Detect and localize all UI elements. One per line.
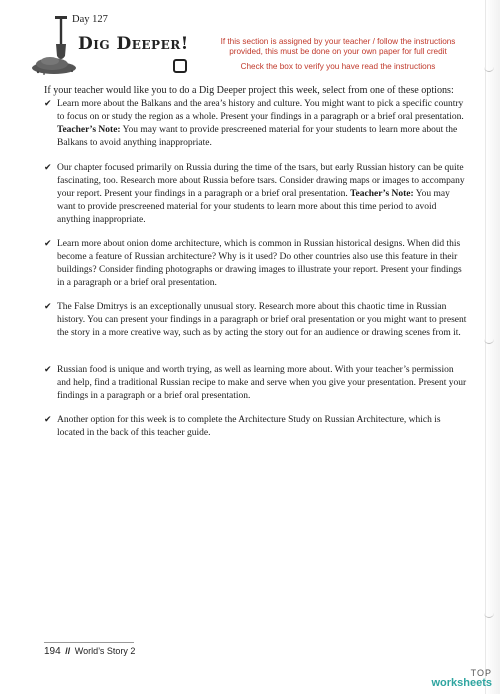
checkmark-icon: ✔: [44, 365, 52, 375]
checkmark-icon: ✔: [44, 163, 52, 173]
option-text: Russian food is unique and worth trying, as well as learning more about. With your teacher’s permission and help, find a traditional Russian recipe to make and serve when you give your presentation. Present your findings in a paragraph or a brief oral presentation.: [57, 365, 467, 401]
teachers-note-label: Teacher’s Note:: [350, 189, 414, 199]
verify-label: Check the box to verify you have read the instructions: [240, 62, 436, 71]
page-number: 194: [44, 646, 61, 657]
edge-mark: [484, 612, 494, 618]
watermark-logo: [431, 668, 492, 688]
footer-separator: //: [65, 646, 71, 656]
instruction-text: If this section is assigned by your teacher / follow the instructions provided, this must be done on your own paper for full credit: [220, 37, 456, 56]
day-label: Day 127: [72, 14, 108, 25]
shovel-in-dirt-icon: [30, 16, 80, 78]
option-text: The False Dmitrys is an exceptionally unusual story. Research more about this chaotic time in Russian history. You can present your findings in a paragraph or brief oral presentation or you might want to present the story in a more creative way, such as by acting the story out for an audience or drawing scenes from it.: [57, 302, 467, 338]
option-text: Our chapter focused primarily on Russia during the time of the tsars, but early Russian history can be quite fascinating, too. Research more about Russia before tsars. Consider drawing maps or images to accompany your report. Present your findings in a paragraph or a brief oral presentation. Teacher’s Note: You may want to provide prescreened material for your students to learn more about this time period to avoid anything inappropriate.: [57, 163, 465, 225]
checkmark-icon: ✔: [44, 415, 52, 425]
watermark-bottom: worksheets: [431, 677, 492, 689]
footer-divider: [44, 642, 134, 643]
edge-mark: [484, 66, 494, 72]
checkmark-icon: ✔: [44, 239, 52, 249]
page-footer: [44, 646, 135, 657]
watermark-top: TOP: [470, 668, 492, 678]
verify-checkbox[interactable]: [173, 59, 187, 73]
option-text: Another option for this week is to complete the Architecture Study on Russian Architecture, which is located in the back of this teacher guide.: [57, 415, 441, 438]
teachers-note-label: Teacher’s Note:: [57, 125, 121, 135]
section-title: Dig Deeper!: [78, 34, 189, 54]
checkmark-icon: ✔: [44, 99, 52, 109]
book-title: World’s Story 2: [74, 646, 136, 656]
option-text: Learn more about onion dome architecture, which is common in Russian historical designs. When did this become a feature of Russian architecture? Why is it used? Do other countries also use this feature in their buildings? Consider finding photographs or drawing images to illustrate your report. Present your findings in a paragraph or a brief oral presentation.: [57, 239, 462, 288]
intro-text: If your teacher would like you to do a Dig Deeper project this week, select from one of these options:: [44, 85, 454, 96]
checkmark-icon: ✔: [44, 302, 52, 312]
page-edge: [485, 0, 500, 694]
edge-mark: [484, 338, 494, 344]
option-text: Learn more about the Balkans and the area’s history and culture. You might want to pick a specific country to focus on or study the region as a whole. Present your findings in a paragraph or a brief oral presentation. Teacher’s Note: You may want to provide prescreened material for your students to learn more about the Balkans to avoid anything inappropriate.: [57, 99, 464, 148]
